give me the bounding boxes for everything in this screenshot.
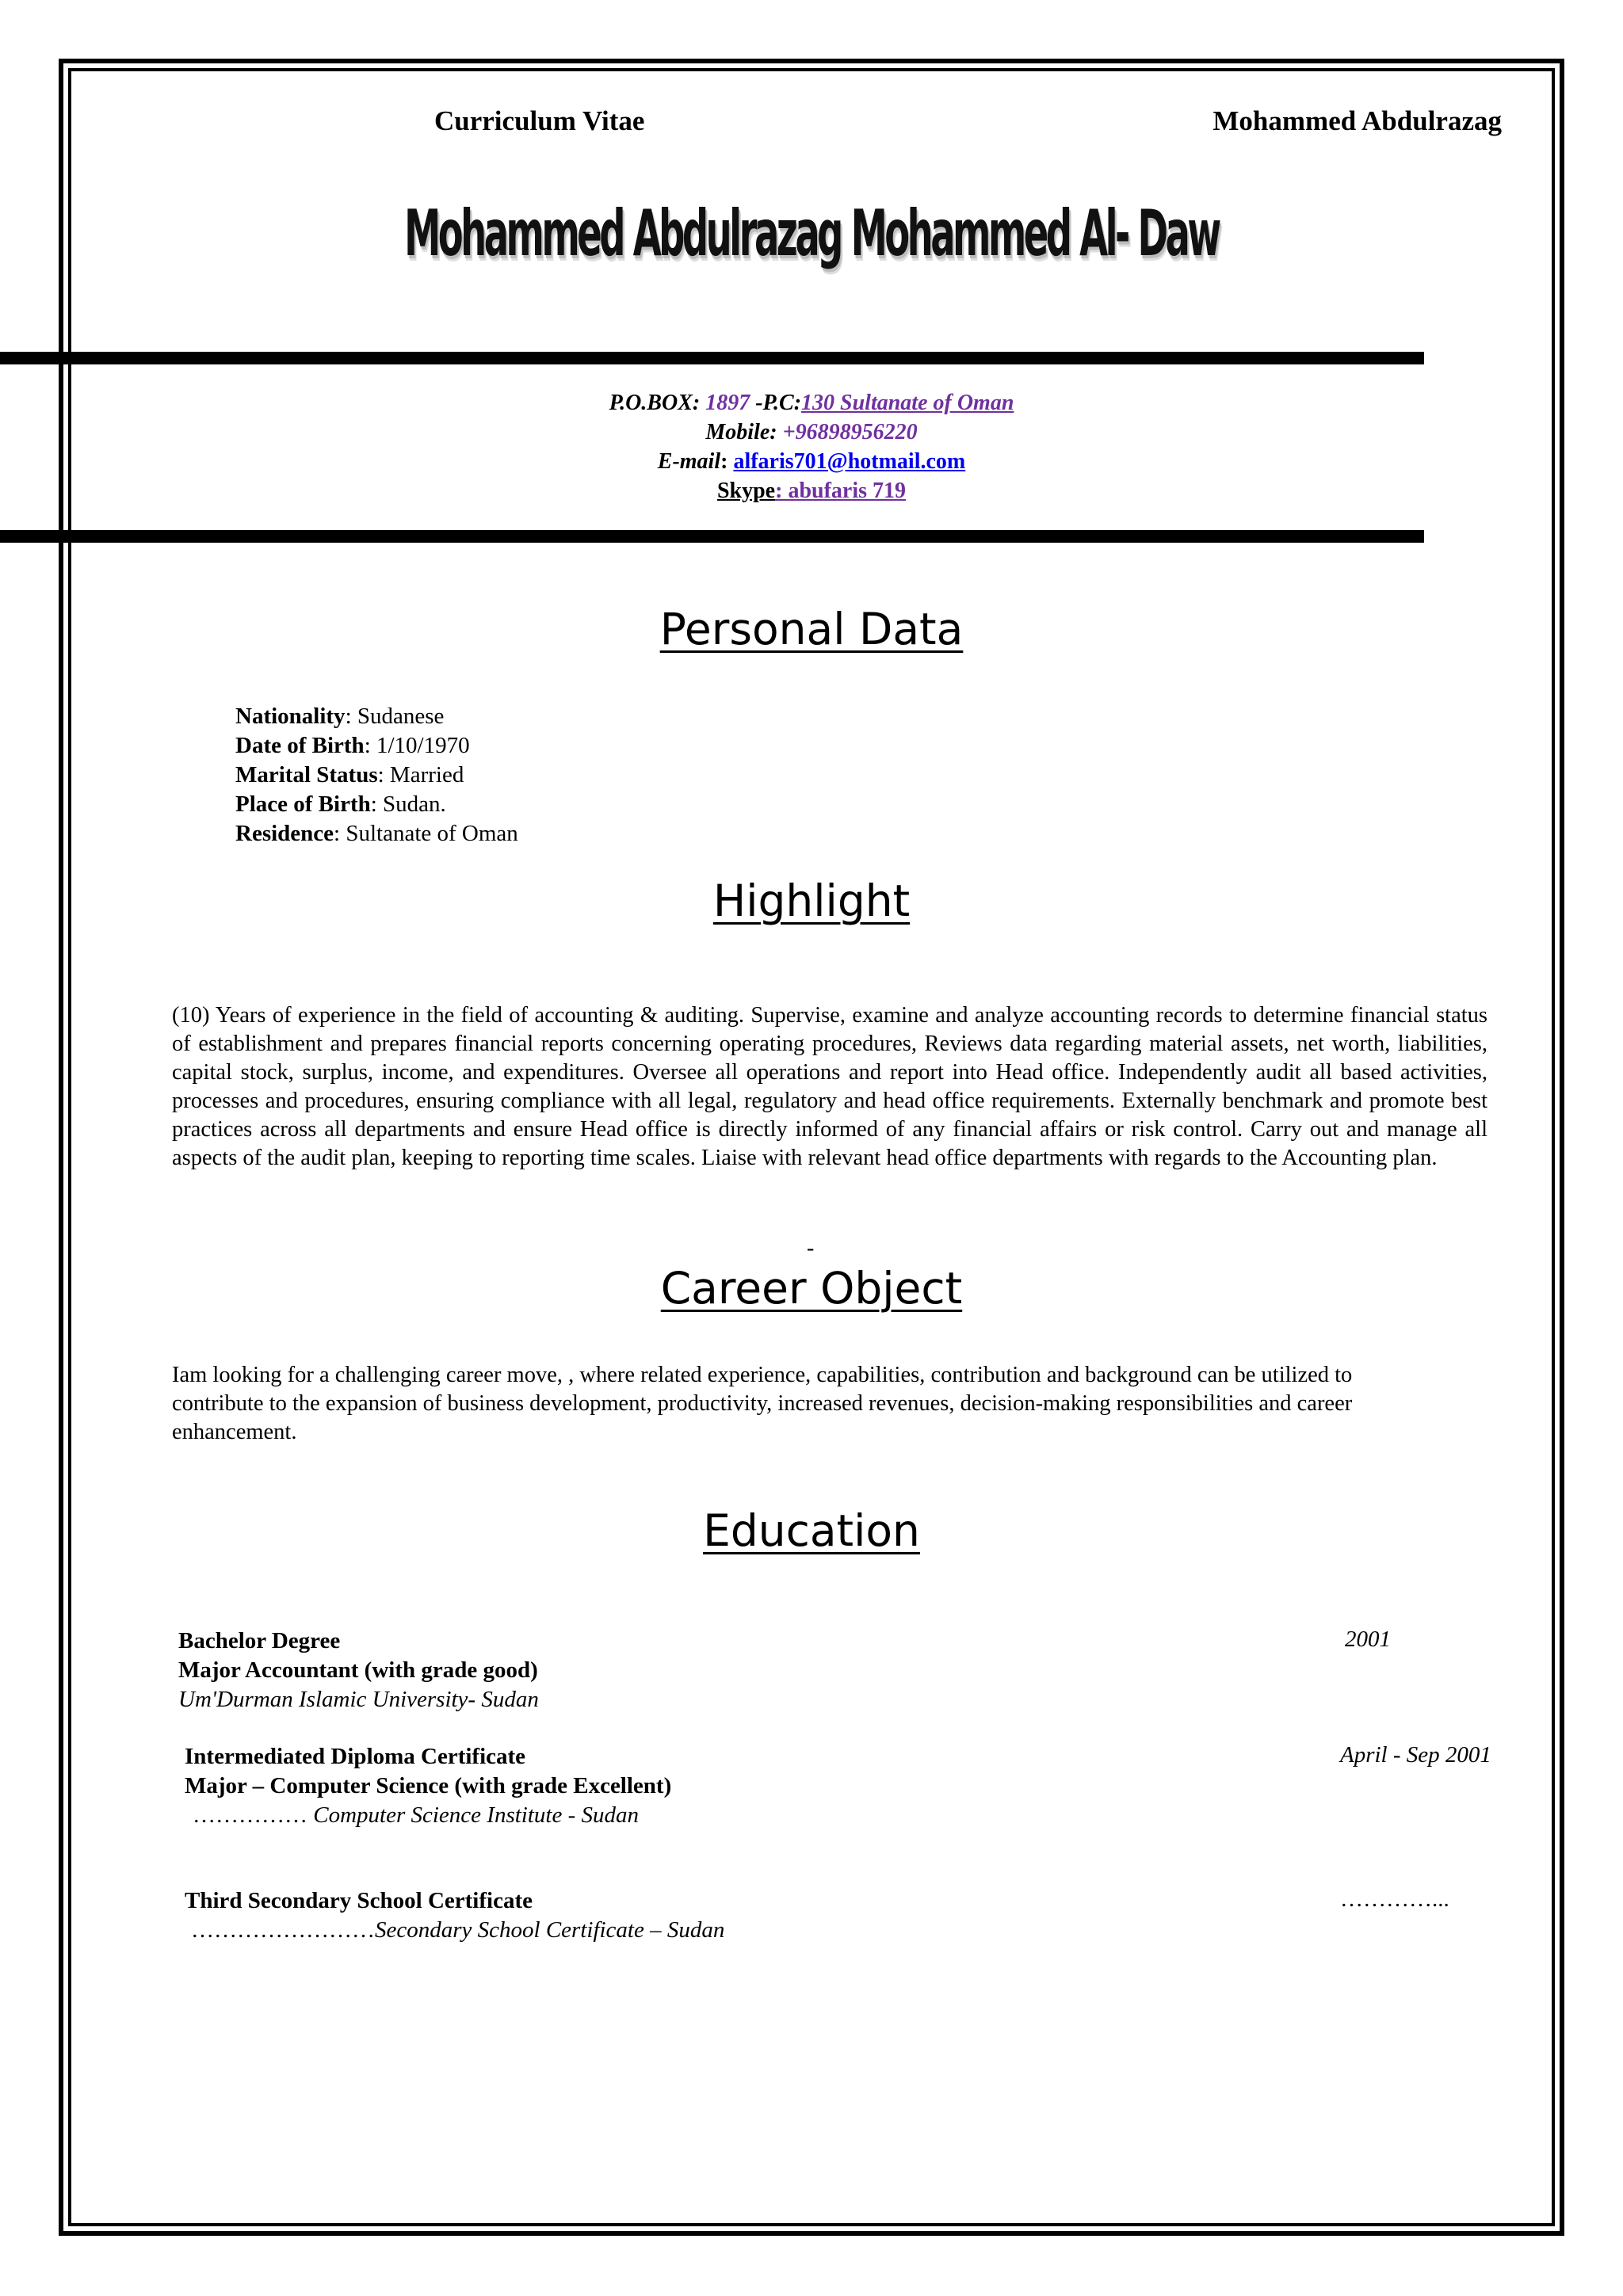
highlight-title: Highlight	[712, 875, 911, 926]
personal-row-dob	[235, 731, 518, 761]
degree-institution: Um'Durman Islamic University- Sudan	[178, 1687, 539, 1712]
mobile-line	[0, 418, 1623, 447]
field-label: Nationality	[235, 704, 346, 729]
full-name: Mohammed Abdulrazag Mohammed Al- Daw	[404, 196, 1219, 270]
personal-data-list	[235, 702, 518, 849]
personal-row-nationality	[235, 702, 518, 731]
field-value: : Sultanate of Oman	[334, 821, 518, 846]
education-entry-bachelor	[178, 1627, 539, 1714]
email-link[interactable]: alfaris701@hotmail.com	[733, 449, 966, 474]
degree-date: 2001	[1345, 1627, 1391, 1652]
field-value: : Sudan.	[370, 791, 446, 817]
pobox-label: P.O.BOX:	[609, 391, 701, 415]
header-name: Mohammed Abdulrazag	[1212, 105, 1502, 136]
personal-row-birthplace	[235, 790, 518, 819]
pobox-value: 1897	[705, 391, 750, 415]
pc-value[interactable]: 130 Sultanate of Oman	[801, 391, 1014, 415]
personal-row-residence	[235, 819, 518, 849]
skype-value[interactable]: : abufaris 719	[775, 479, 907, 503]
field-label: Marital Status	[235, 762, 378, 788]
career-object-title: Career Object	[660, 1263, 963, 1314]
education-title: Education	[703, 1505, 920, 1556]
field-value: : Married	[377, 762, 464, 788]
mobile-value: +96898956220	[782, 420, 918, 444]
diploma-date: April - Sep 2001	[1340, 1742, 1491, 1768]
secondary-date: …………...	[1340, 1886, 1449, 1912]
diploma-institution: Computer Science Institute - Sudan	[313, 1802, 639, 1828]
highlight-paragraph: (10) Years of experience in the field of accounting & auditing. Supervise, examine and analyze accounting records to determine financial status of establishment and prepares financial reports concerning operating procedures, Reviews data regarding material assets, net worth, liabilities, capital stock, surplus, income, and expenditures. Oversee all operations and report into Head office. Independently audit all based activities, processes and procedures, ensuring compliance with all legal, regulatory and head office requirements. Externally benchmark and promote best practices across all departments and ensure Head office is directly informed of any financial affairs or risk control. Carry out and manage all aspects of the audit plan, keeping to reporting time scales. Liaise with relevant head office departments with regards to the Accounting plan.	[172, 1003, 1487, 1170]
secondary-institution-line	[185, 1916, 724, 1945]
education-entry-secondary	[185, 1886, 724, 1945]
field-value: : 1/10/1970	[364, 733, 470, 758]
divider-top	[0, 352, 1424, 364]
field-label: Place of Birth	[235, 791, 371, 817]
email-sep: :	[720, 449, 728, 474]
leader-dots: ……………………	[191, 1917, 375, 1943]
name-banner	[0, 196, 1623, 270]
secondary-title: Third Secondary School Certificate	[185, 1888, 533, 1913]
field-label: Residence	[235, 821, 334, 846]
contact-block	[0, 388, 1623, 505]
leader-dots: ……………	[193, 1802, 314, 1828]
divider-bottom	[0, 530, 1424, 543]
education-entry-diploma	[185, 1742, 671, 1830]
cv-heading: Curriculum Vitae	[434, 105, 645, 136]
degree-major: Major Accountant (with grade good)	[178, 1657, 538, 1683]
field-label: Date of Birth	[235, 733, 365, 758]
diploma-major: Major – Computer Science (with grade Excellent)	[185, 1773, 672, 1798]
career-paragraph: Iam looking for a challenging career move, , where related experience, capabilities, contribution and background can be utilized to contribute to the expansion of business development, productivity, increased revenues, decision-making responsibilities and career enhancement.	[172, 1363, 1353, 1444]
email-line	[0, 447, 1623, 476]
secondary-institution: Secondary School Certificate – Sudan	[375, 1917, 725, 1943]
diploma-title: Intermediated Diploma Certificate	[185, 1744, 526, 1769]
pc-label: -P.C:	[755, 391, 802, 415]
diploma-institution-line	[185, 1801, 671, 1830]
personal-data-title: Personal Data	[659, 604, 964, 654]
personal-row-marital	[235, 761, 518, 790]
degree-title: Bachelor Degree	[178, 1628, 341, 1653]
skype-line	[0, 476, 1623, 505]
stray-dash: -	[807, 1236, 815, 1261]
field-value: : Sudanese	[345, 704, 445, 729]
email-label: E-mail	[657, 449, 721, 474]
mobile-label: Mobile:	[705, 420, 777, 444]
pobox-line	[0, 388, 1623, 418]
skype-label: Skype	[716, 479, 776, 503]
